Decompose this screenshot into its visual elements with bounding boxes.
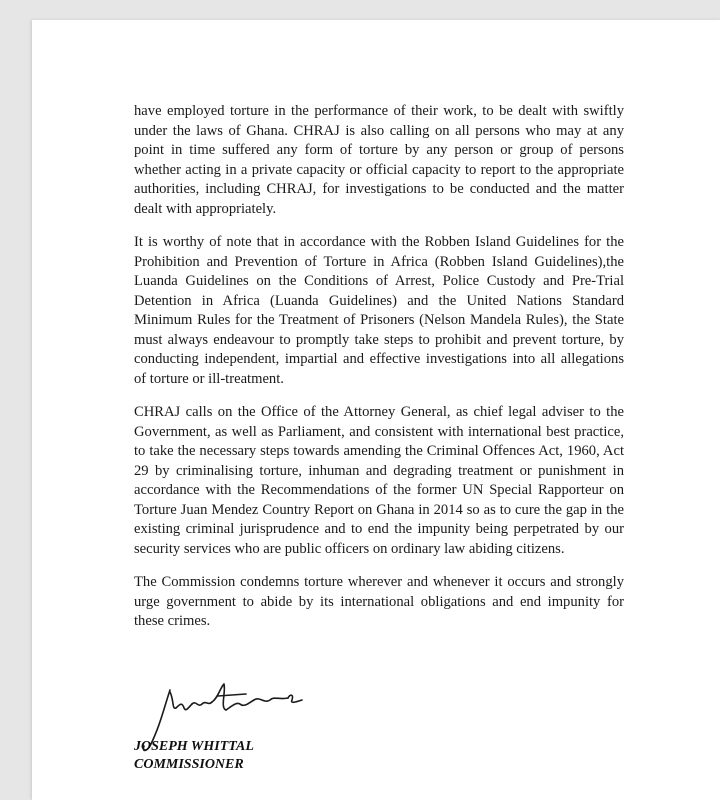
- paragraph-3: CHRAJ calls on the Office of the Attorney General, as chief legal adviser to the Government, as well as Parliament, and consistent with international best practice, to take the necessary steps towards amending the Criminal Offences Act, 1960, Act 29 by criminalising torture, inhuman and degrading treatment or punishment in accordance with the Recommendations of the former UN Special Rapporteur on Torture Juan Mendez Country Report on Ghana in 2014 so as to cure the gap in the existing criminal jurisprudence and to end the impunity being perpetrated by our security services who are public officers on ordinary law abiding citizens.: [134, 404, 624, 557]
- signatory-title: COMMISSIONER: [134, 757, 244, 772]
- paragraph-4: The Commission condemns torture wherever and whenever it occurs and strongly urge government to abide by its international obligations and end impunity for these crimes.: [134, 574, 624, 629]
- paragraph-2: It is worthy of note that in accordance with the Robben Island Guidelines for the Prohibition and Prevention of Torture in Africa (Robben Island Guidelines),the Luanda Guidelines on the Conditions of Arrest, Police Custody and Pre-Trial Detention in Africa (Luanda Guidelines) and the United Nations Standard Minimum Rules for the Treatment of Prisoners (Nelson Mandela Rules), the State must always endeavour to promptly take steps to prohibit and prevent torture, by conducting independent, impartial and effective investigations into all allegations of torture or ill-treatment.: [134, 234, 624, 387]
- document-page: [32, 20, 720, 800]
- paragraph-1: have employed torture in the performance of their work, to be dealt with swiftly under the laws of Ghana. CHRAJ is also calling on all persons who may at any point in time suffered any form of torture by any person or group of persons whether acting in a private capacity or official capacity to report to the appropriate authorities, including CHRAJ, for investigations to be conducted and the matter dealt with appropriately.: [134, 103, 624, 217]
- signatory-name: JOSEPH WHITTAL: [134, 739, 254, 754]
- document-body: [134, 102, 624, 646]
- signatory-block: [134, 738, 254, 774]
